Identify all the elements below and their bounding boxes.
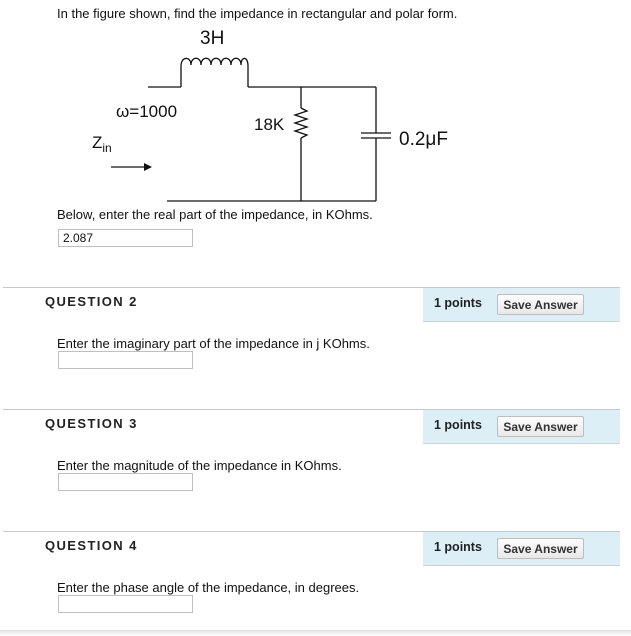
points-label: 1 points	[434, 540, 482, 554]
real-part-instructions: Below, enter the real part of the impedance, in KOhms.	[57, 207, 373, 222]
save-answer-button[interactable]: Save Answer	[497, 538, 584, 559]
zin-main: Z	[92, 133, 103, 152]
question-text: Enter the imaginary part of the impedance in j KOhms.	[57, 336, 370, 351]
resistor-label: 18K	[254, 115, 285, 134]
omega-label: ω=1000	[116, 102, 178, 121]
capacitor-label: 0.2μF	[399, 129, 448, 150]
question-text: Enter the magnitude of the impedance in KOhms.	[57, 458, 342, 473]
zin-label	[92, 133, 112, 155]
circuit-diagram	[0, 0, 631, 205]
question-text: Enter the phase angle of the impedance, in degrees.	[57, 580, 360, 595]
inductor-coil	[181, 58, 248, 87]
question-title: QUESTION 4	[45, 538, 138, 553]
question-title: QUESTION 2	[45, 294, 138, 309]
question-2	[3, 287, 620, 387]
points-label: 1 points	[434, 296, 482, 310]
imaginary-part-input[interactable]	[58, 351, 193, 369]
question-3	[3, 409, 620, 509]
points-label: 1 points	[434, 418, 482, 432]
input-arrow-head	[144, 163, 152, 171]
question-4	[3, 531, 620, 630]
resistor-zigzag	[295, 108, 307, 138]
save-answer-button[interactable]: Save Answer	[497, 416, 584, 437]
question-points-panel	[423, 410, 620, 444]
magnitude-input[interactable]	[58, 473, 193, 491]
save-answer-button[interactable]: Save Answer	[497, 294, 584, 315]
zin-sub: in	[102, 141, 112, 155]
problem-prompt: In the figure shown, find the impedance in rectangular and polar form.	[57, 6, 458, 21]
question-title: QUESTION 3	[45, 416, 138, 431]
phase-angle-input[interactable]	[58, 595, 193, 613]
real-part-input[interactable]	[58, 229, 193, 247]
question-points-panel	[423, 532, 620, 566]
bottom-edge-shadow	[0, 630, 631, 636]
question-points-panel	[423, 288, 620, 322]
inductor-label: 3H	[200, 28, 225, 49]
